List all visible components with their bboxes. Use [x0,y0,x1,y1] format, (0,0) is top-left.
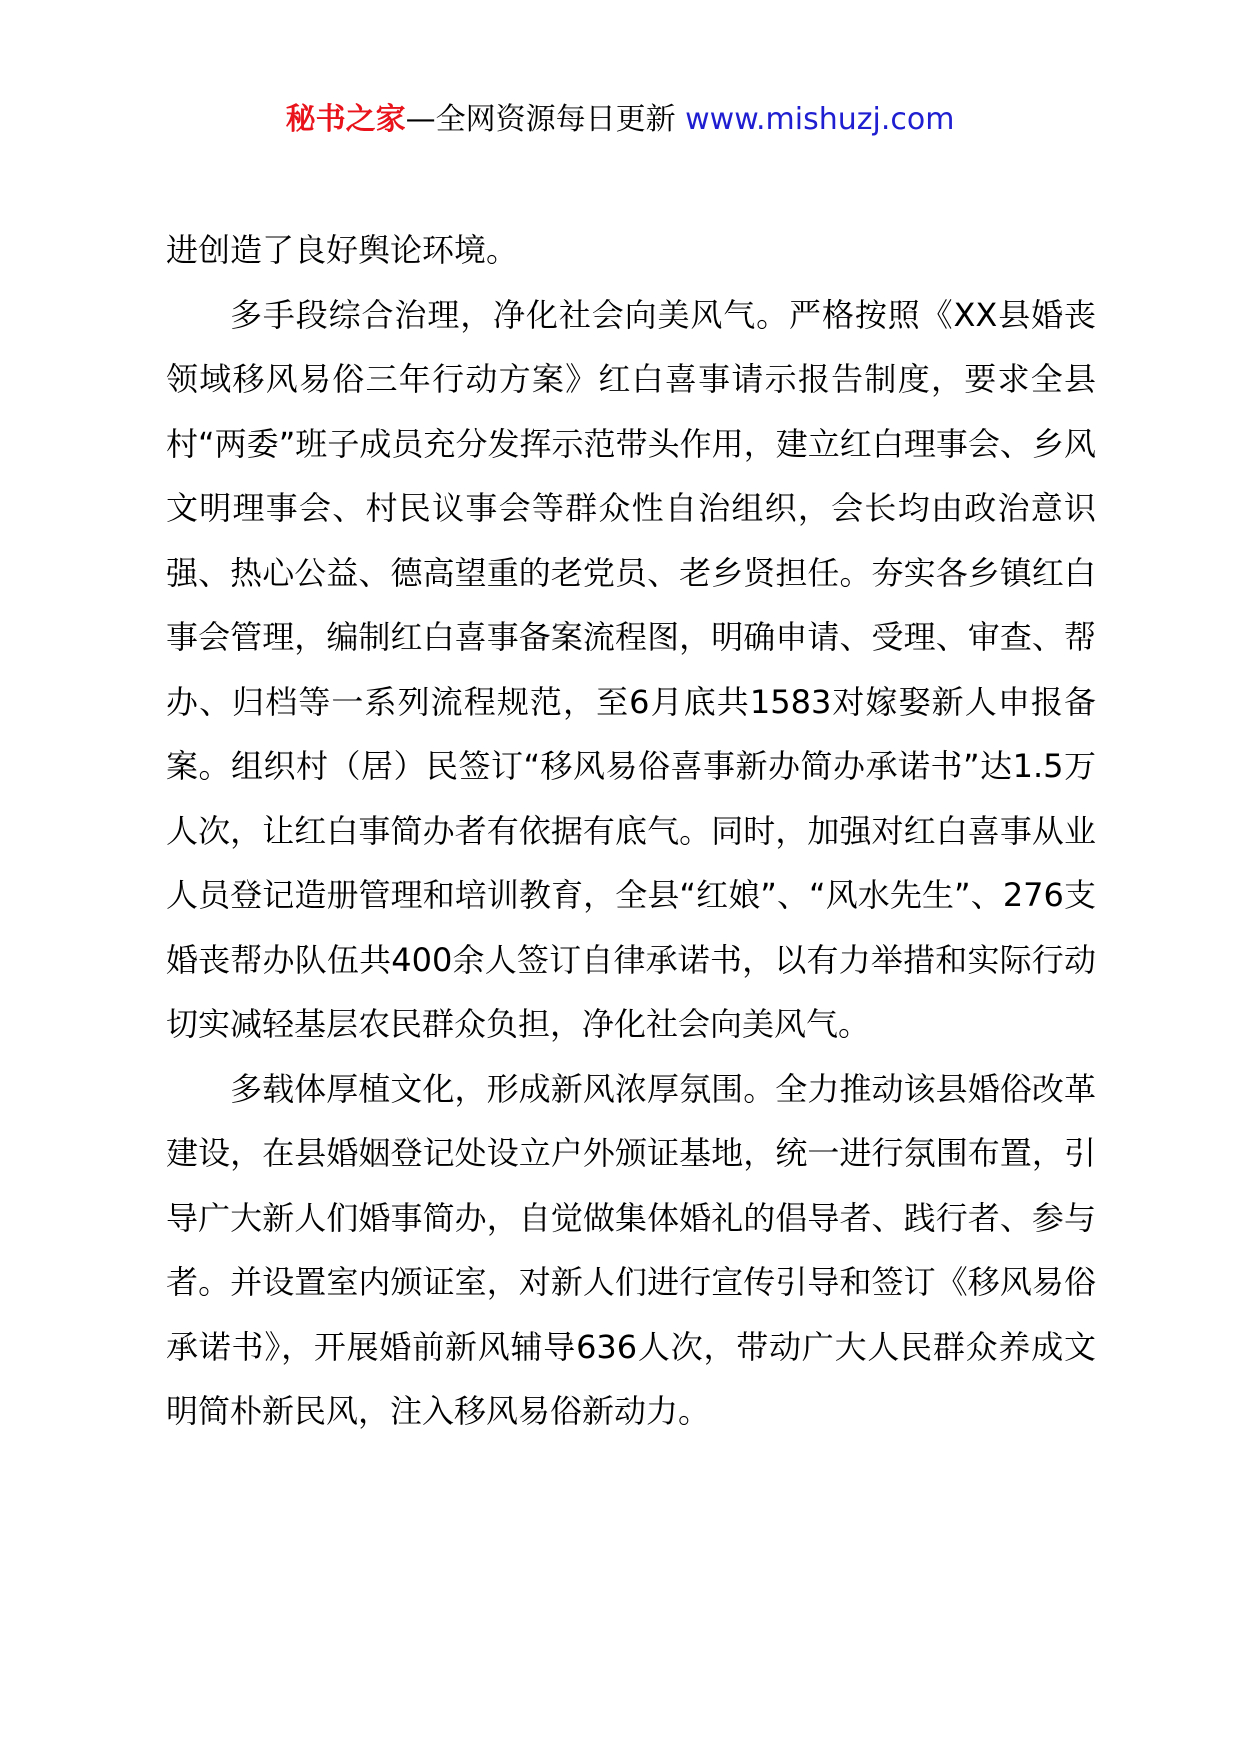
header-tagline: —全网资源每日更新 [405,102,676,137]
paragraph-continued: 进创造了良好舆论环境。 [166,231,519,269]
website-link[interactable]: www.mishuzj.com [685,102,955,137]
paragraph-governance: 多手段综合治理，净化社会向美风气。严格按照《XX县婚丧领域移风易俗三年行动方案》红白喜事请示报告制度，要求全县村“两委”班子成员充分发挥示范带头作用，建立红白理事会、乡风文明理事会、村民议事会等群众性自治组织，会长均由政治意识强、热心公益、德高望重的老党员、老乡贤担任。夯实各乡镇红白事会管理，编制红白喜事备案流程图，明确申请、受理、审查、帮办、归档等一系列流程规范，至6月底共1583对嫁娶新人申报备案。组织村（居）民签订“移风易俗喜事新办简办承诺书”达1.5万人次，让红白事简办者有依据有底气。同时，加强对红白喜事从业人员登记造册管理和培训教育，全县“红娘”、“风水先生”、276支婚丧帮办队伍共400余人签订自律承诺书，以有力举措和实际行动切实减轻基层农民群众负担，净化社会向美风气。 [166,295,1096,1043]
document-body [166,218,1096,1444]
page-header [0,98,1240,142]
brand-name: 秘书之家 [285,102,406,137]
paragraph-culture: 多载体厚植文化，形成新风浓厚氛围。全力推动该县婚俗改革建设，在县婚姻登记处设立户外颁证基地，统一进行氛围布置，引导广大新人们婚事简办，自觉做集体婚礼的倡导者、践行者、参与者。并设置室内颁证室，对新人们进行宣传引导和签订《移风易俗承诺书》，开展婚前新风辅导636人次，带动广大人民群众养成文明简朴新民风，注入移风易俗新动力。 [166,1069,1096,1430]
